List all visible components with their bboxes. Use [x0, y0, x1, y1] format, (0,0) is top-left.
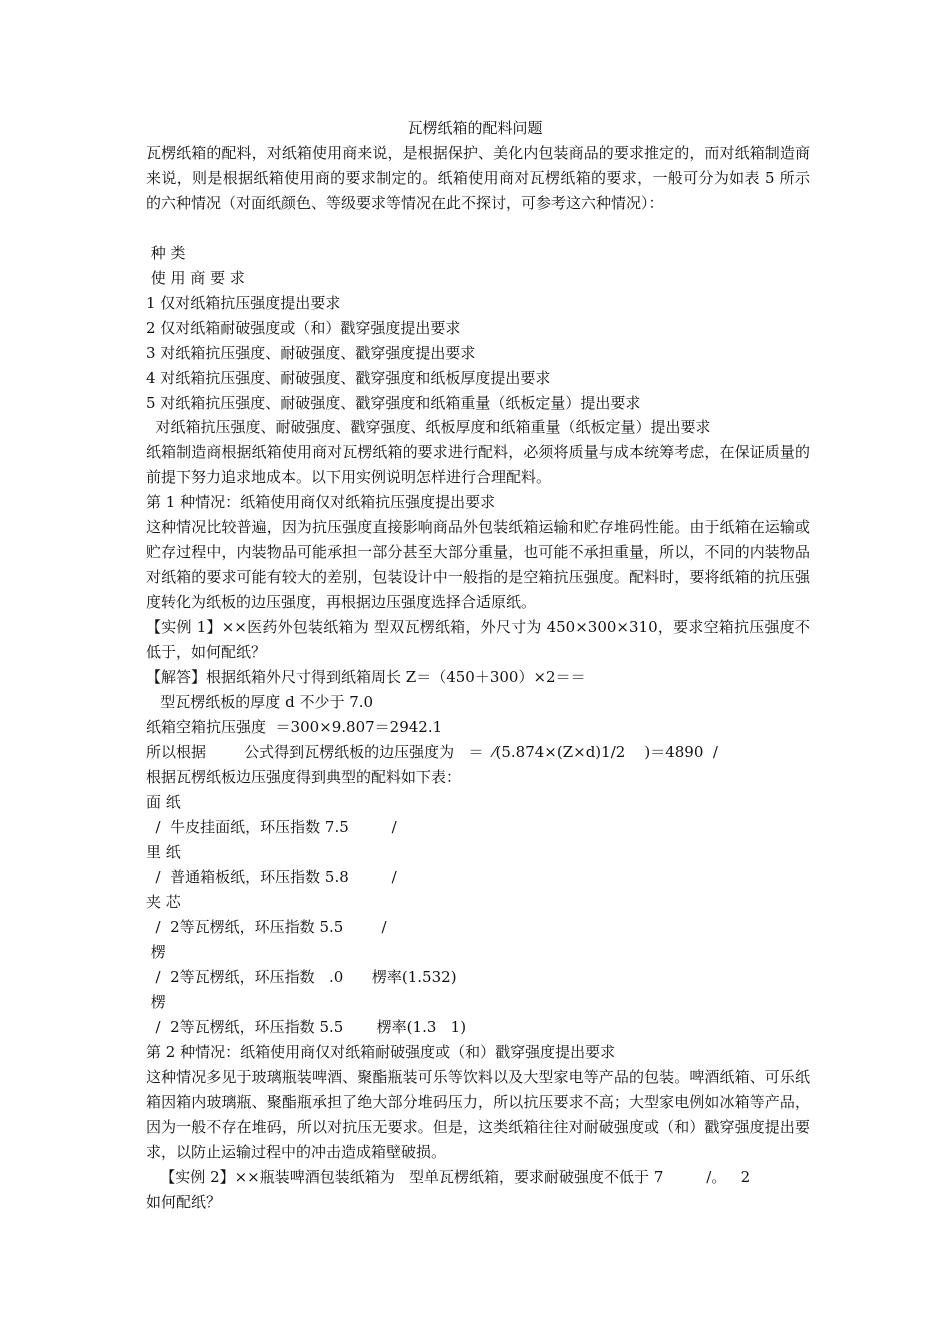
- answer-line: 根据瓦楞纸板边压强度得到典型的配料如下表：: [146, 768, 462, 786]
- case2-heading: 第 2 种情况：纸箱使用商仅对纸箱耐破强度或（和）戳穿强度提出要求: [146, 1043, 616, 1061]
- intro-paragraph: 瓦楞纸箱的配料，对纸箱使用商来说，是根据保护、美化内包装商品的要求推定的，而对纸箱制造商来说，则是根据纸箱使用商的要求制定的。纸箱使用商对瓦楞纸箱的要求，一般可分为如表 5 所示的六种情况（对面纸颜色、等级要求等情况在此不探讨，可参考这六种情况）：: [146, 144, 810, 212]
- table-header-requirement: 使 用 商 要 求: [146, 269, 245, 287]
- answer-line: 纸箱空箱抗压强度 ＝300×9.807＝2942.1: [146, 718, 443, 736]
- example1-paragraph: 【实例 1】××医药外包装纸箱为 型双瓦楞纸箱，外尺寸为 450×300×310，要求空箱抗压强度不低于，如何配纸？: [146, 618, 810, 661]
- table-row: 2 仅对纸箱耐破强度或（和）戳穿强度提出要求: [146, 319, 461, 337]
- material-label: 面 纸: [146, 793, 181, 811]
- table-header-type: 种 类: [146, 244, 186, 262]
- case1-paragraph: 这种情况比较普遍，因为抗压强度直接影响商品外包装纸箱运输和贮存堆码性能。由于纸箱在运输或贮存过程中，内装物品可能承担一部分甚至大部分重量，也可能不承担重量，所以，不同的内装物品对纸箱的要求可能有较大的差别，包装设计中一般指的是空箱抗压强度。配料时，要将纸箱的抗压强度转化为纸板的边压强度，再根据边压强度选择合适原纸。: [146, 518, 810, 611]
- example2-line: 如何配纸？: [146, 1193, 222, 1211]
- document-title: 瓦楞纸箱的配料问题: [407, 119, 543, 137]
- table-row: 5 对纸箱抗压强度、耐破强度、戳穿强度和纸箱重量（纸板定量）提出要求: [146, 394, 641, 412]
- case1-heading: 第 1 种情况：纸箱使用商仅对纸箱抗压强度提出要求: [146, 493, 496, 511]
- material-value: / 2等瓦楞纸，环压指数 5.5 /: [146, 918, 387, 936]
- table-row: 对纸箱抗压强度、耐破强度、戳穿强度、纸板厚度和纸箱重量（纸板定量）提出要求: [146, 418, 711, 436]
- material-label: 楞: [146, 993, 166, 1011]
- material-value: / 普通箱板纸，环压指数 5.8 /: [146, 868, 397, 886]
- material-label: 楞: [146, 943, 166, 961]
- material-value: / 牛皮挂面纸，环压指数 7.5 /: [146, 818, 397, 836]
- example2-line: 【实例 2】××瓶装啤酒包装纸箱为 型单瓦楞纸箱，要求耐破强度不低于 7 /。 2: [146, 1168, 751, 1186]
- paragraph: 纸箱制造商根据纸箱使用商对瓦楞纸箱的要求进行配料，必须将质量与成本统筹考虑，在保证质量的前提下努力追求地成本。以下用实例说明怎样进行合理配料。: [146, 443, 810, 486]
- material-value: / 2等瓦楞纸，环压指数 5.5 楞率(1.3 1): [146, 1018, 467, 1036]
- answer-line: 所以根据 公式得到瓦楞纸板的边压强度为 ＝ ⁄(5.874×(Z×d)1/2 )＝4890 /: [146, 743, 718, 761]
- case2-paragraph: 这种情况多见于玻璃瓶装啤酒、聚酯瓶装可乐等饮料以及大型家电等产品的包装。啤酒纸箱、可乐纸箱因箱内玻璃瓶、聚酯瓶承担了绝大部分堆码压力，所以抗压要求不高；大型家电例如冰箱等产品，因为一般不存在堆码，所以对抗压无要求。但是，这类纸箱往往对耐破强度或（和）戳穿强度提出要求，以防止运输过程中的冲击造成箱壁破损。: [146, 1068, 810, 1161]
- answer-line: 型瓦楞纸板的厚度 d 不少于 7.0: [146, 693, 374, 711]
- table-row: 3 对纸箱抗压强度、耐破强度、戳穿强度提出要求: [146, 344, 476, 362]
- material-label: 里 纸: [146, 843, 181, 861]
- table-row: 4 对纸箱抗压强度、耐破强度、戳穿强度和纸板厚度提出要求: [146, 369, 551, 387]
- material-label: 夹 芯: [146, 893, 181, 911]
- material-value: / 2等瓦楞纸，环压指数 .0 楞率(1.532): [146, 968, 457, 986]
- answer-line: 【解答】根据纸箱外尺寸得到纸箱周长 Z＝（450＋300）×2＝＝: [146, 668, 586, 686]
- table-row: 1 仅对纸箱抗压强度提出要求: [146, 294, 341, 312]
